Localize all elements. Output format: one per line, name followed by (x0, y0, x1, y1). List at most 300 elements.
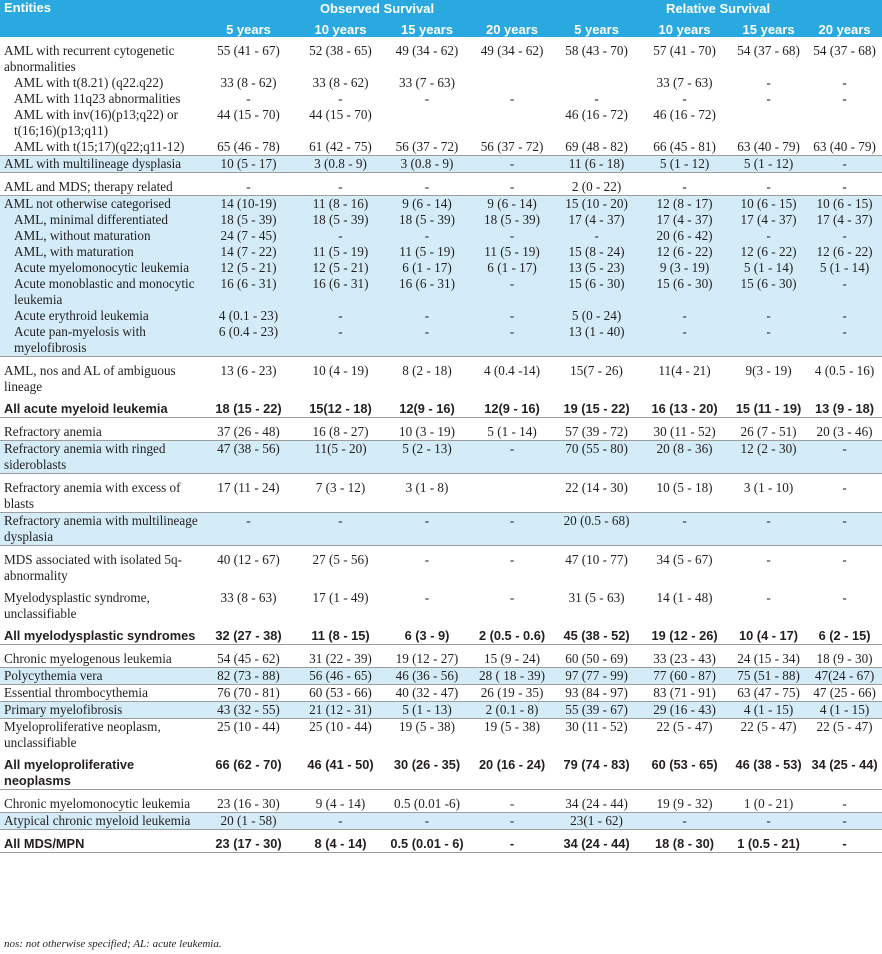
survival-cell: - (470, 276, 554, 308)
survival-cell: - (639, 308, 730, 324)
survival-cell: 19 (5 - 38) (398, 719, 456, 734)
survival-cell: - (470, 156, 554, 173)
survival-cell: - (338, 91, 343, 106)
survival-cell: - (384, 513, 470, 546)
entity-label: Acute pan-myelosis with myelofibrosis (0, 324, 200, 357)
survival-cell: 56 (37 - 72) (384, 139, 470, 156)
entity-label: Chronic myelomonocytic leukemia (0, 790, 200, 813)
survival-cell: 12(9 - 16) (384, 395, 470, 418)
survival-cell (470, 474, 554, 513)
entity-label: Myeloproliferative neoplasm, unclassifiable (4, 719, 161, 750)
survival-cell: 22 (5 - 47) (816, 719, 873, 734)
table-row (0, 751, 882, 790)
survival-cell (807, 107, 882, 139)
table-body (0, 37, 882, 853)
survival-cell: - (639, 813, 730, 830)
entity-label: AML with multilineage dysplasia (0, 156, 200, 173)
survival-cell: 58 (43 - 70) (565, 43, 628, 58)
survival-cell: 3 (0.8 - 9) (297, 156, 384, 173)
entity-label: AML with inv(16)(p13;q22) or t(16;16)(p13;q11) (14, 107, 178, 138)
entity-label: AML with t(8.21) (q22.q22) (14, 75, 164, 90)
survival-cell: 6 (3 - 9) (384, 622, 470, 645)
table-row (0, 276, 882, 308)
survival-cell: 3 (0.8 - 9) (384, 156, 470, 173)
survival-cell: 15 (6 - 30) (554, 276, 639, 308)
survival-cell: 24 (15 - 34) (730, 645, 807, 668)
survival-cell: 2 (0.5 - 0.6) (470, 622, 554, 645)
survival-cell: 24 (7 - 45) (200, 228, 297, 244)
survival-cell: 26 (7 - 51) (730, 418, 807, 441)
table-row (0, 75, 882, 91)
survival-cell: 4 (0.4 -14) (484, 363, 541, 378)
survival-cell: 5 (1 - 14) (730, 260, 807, 276)
survival-cell: - (807, 813, 882, 830)
survival-cell: 14 (1 - 48) (656, 590, 713, 605)
survival-cell: 33 (23 - 43) (639, 645, 730, 668)
entity-label: Myelodysplastic syndrome, unclassifiable (4, 590, 150, 621)
header-relative-5-years: 5 years (554, 16, 639, 37)
survival-cell: 30 (11 - 52) (565, 719, 628, 734)
survival-cell: 17 (1 - 49) (312, 590, 369, 605)
survival-cell: 10 (5 - 18) (639, 474, 730, 513)
header-relative-survival: Relative Survival (554, 0, 882, 16)
survival-cell: - (842, 91, 847, 106)
survival-cell: 10 (4 - 17) (730, 622, 807, 645)
survival-cell: - (470, 308, 554, 324)
survival-cell: - (766, 75, 771, 90)
survival-cell: 46 (16 - 72) (565, 107, 628, 122)
survival-cell: 4 (0.1 - 23) (200, 308, 297, 324)
table-row (0, 228, 882, 244)
survival-cell: - (297, 228, 384, 244)
entity-label: Essential thrombocythemia (0, 685, 200, 702)
survival-cell: - (424, 590, 430, 605)
table-row (0, 324, 882, 357)
survival-cell: 16 (13 - 20) (639, 395, 730, 418)
survival-cell: 75 (51 - 88) (730, 668, 807, 685)
entity-label: Chronic myelogenous leukemia (0, 645, 200, 668)
entity-label: All myeloproliferative neoplasms (0, 751, 200, 790)
survival-cell: 33 (8 - 62) (312, 75, 369, 90)
survival-cell: 57 (41 - 70) (653, 43, 716, 58)
survival-cell: 18 (5 - 39) (470, 212, 554, 228)
survival-cell: 16 (6 - 31) (200, 276, 297, 308)
survival-cell: 33 (8 - 62) (220, 75, 277, 90)
survival-cell: 34 (24 - 44) (554, 790, 639, 813)
survival-cell: 55 (41 - 67) (217, 43, 280, 58)
survival-cell: 14 (10-19) (200, 196, 297, 213)
survival-cell: 13 (9 - 18) (807, 395, 882, 418)
entity-label: Refractory anemia with ringed sideroblasts (0, 441, 200, 474)
survival-cell: 7 (3 - 12) (297, 474, 384, 513)
survival-cell: 11(4 - 21) (658, 363, 711, 378)
survival-cell: 17 (11 - 24) (200, 474, 297, 513)
survival-cell: - (384, 228, 470, 244)
survival-cell: 12 (5 - 21) (200, 260, 297, 276)
survival-cell: 3 (1 - 10) (730, 474, 807, 513)
survival-cell: 15(7 - 26) (570, 363, 623, 378)
survival-cell: - (807, 276, 882, 308)
table-row (0, 139, 882, 156)
entity-label: Refractory anemia with excess of blasts (0, 474, 200, 513)
entity-label: AML, with maturation (0, 244, 200, 260)
survival-cell: - (766, 552, 771, 567)
survival-cell: - (807, 830, 882, 853)
survival-cell: - (842, 75, 847, 90)
survival-cell: 54 (37 - 68) (737, 43, 800, 58)
survival-cell: 93 (84 - 97) (554, 685, 639, 702)
table-row (0, 418, 882, 441)
survival-cell: - (470, 173, 554, 196)
survival-cell: 54 (37 - 68) (813, 43, 876, 58)
survival-cell: 4 (0.5 - 16) (814, 363, 875, 378)
survival-cell: - (297, 173, 384, 196)
survival-cell: - (730, 228, 807, 244)
survival-cell: 10 (3 - 19) (384, 418, 470, 441)
survival-cell: 44 (15 - 70) (217, 107, 280, 122)
survival-cell: 30 (26 - 35) (384, 751, 470, 790)
survival-cell: 19 (12 - 27) (384, 645, 470, 668)
survival-cell: - (730, 173, 807, 196)
survival-cell: 11 (6 - 18) (554, 156, 639, 173)
survival-cell: - (554, 228, 639, 244)
table-header (0, 0, 882, 37)
survival-cell: - (639, 324, 730, 357)
survival-cell: - (384, 813, 470, 830)
survival-cell: 6 (1 - 17) (470, 260, 554, 276)
survival-cell: 52 (38 - 65) (309, 43, 372, 58)
header-observed-survival: Observed Survival (200, 0, 554, 16)
survival-cell: - (424, 91, 430, 106)
survival-cell (470, 107, 554, 139)
survival-cell: 18 (8 - 30) (639, 830, 730, 853)
survival-cell: 10 (6 - 15) (730, 196, 807, 213)
survival-cell: 5 (0 - 24) (554, 308, 639, 324)
survival-cell: 1 (0 - 21) (730, 790, 807, 813)
entity-label: Acute myelomonocytic leukemia (0, 260, 200, 276)
survival-cell: 5 (1 - 12) (639, 156, 730, 173)
table-row (0, 441, 882, 474)
survival-cell: - (766, 590, 771, 605)
survival-cell: 83 (71 - 91) (639, 685, 730, 702)
table-row (0, 474, 882, 513)
survival-cell: 16 (6 - 31) (297, 276, 384, 308)
survival-cell: 18 (15 - 22) (200, 395, 297, 418)
survival-cell: 66 (62 - 70) (200, 751, 297, 790)
survival-cell: - (807, 474, 882, 513)
survival-cell: 20 (3 - 46) (807, 418, 882, 441)
survival-cell: - (470, 813, 554, 830)
survival-cell: 49 (34 - 62) (480, 43, 544, 58)
survival-cell: 56 (46 - 65) (297, 668, 384, 685)
table-row (0, 584, 882, 622)
survival-cell: - (384, 324, 470, 357)
survival-cell: - (509, 91, 515, 106)
survival-cell: 34 (24 - 44) (554, 830, 639, 853)
survival-cell: 12 (5 - 21) (297, 260, 384, 276)
survival-cell: - (200, 513, 297, 546)
survival-cell: 34 (25 - 44) (807, 751, 882, 790)
table-row (0, 395, 882, 418)
survival-cell: 2 (0 - 22) (554, 173, 639, 196)
survival-cell: 9 (6 - 14) (384, 196, 470, 213)
table-row (0, 212, 882, 228)
header-observed-5-years: 5 years (200, 16, 297, 37)
survival-cell: 63 (40 - 79) (807, 139, 882, 156)
survival-cell: 20 (0.5 - 68) (554, 513, 639, 546)
survival-cell: - (807, 156, 882, 173)
table-row (0, 357, 882, 396)
survival-cell: - (639, 173, 730, 196)
survival-cell: 76 (70 - 81) (200, 685, 297, 702)
survival-cell: 25 (10 - 44) (217, 719, 280, 734)
survival-cell: - (766, 91, 771, 106)
survival-cell: 15 (6 - 30) (639, 276, 730, 308)
survival-cell: 22 (5 - 47) (740, 719, 797, 734)
survival-cell: 15 (10 - 20) (554, 196, 639, 213)
survival-cell: 34 (5 - 67) (656, 552, 713, 567)
survival-cell: - (470, 324, 554, 357)
survival-cell: 13 (1 - 40) (554, 324, 639, 357)
survival-cell: - (384, 173, 470, 196)
survival-cell: 11 (8 - 15) (297, 622, 384, 645)
survival-cell: - (470, 830, 554, 853)
table-row (0, 830, 882, 853)
header-relative-10-years: 10 years (639, 16, 730, 37)
entity-label: AML with recurrent cytogenetic abnormalities (4, 43, 175, 74)
survival-cell: 17 (4 - 37) (807, 212, 882, 228)
survival-cell: 33 (8 - 63) (220, 590, 277, 605)
entity-label: All acute myeloid leukemia (0, 395, 200, 418)
survival-cell (470, 75, 554, 91)
entity-label: Acute monoblastic and monocytic leukemia (0, 276, 200, 308)
survival-cell: 69 (48 - 82) (554, 139, 639, 156)
survival-cell: 17 (4 - 37) (639, 212, 730, 228)
entity-label: All myelodysplastic syndromes (0, 622, 200, 645)
entity-label: Polycythemia vera (0, 668, 200, 685)
survival-cell: 55 (39 - 67) (554, 702, 639, 719)
survival-cell: 31 (22 - 39) (297, 645, 384, 668)
survival-cell: 9(3 - 19) (745, 363, 792, 378)
survival-cell: 15 (9 - 24) (470, 645, 554, 668)
survival-cell: 12 (8 - 17) (639, 196, 730, 213)
survival-cell: 18 (5 - 39) (384, 212, 470, 228)
survival-cell: 1 (0.5 - 21) (730, 830, 807, 853)
survival-cell: 12 (6 - 22) (639, 244, 730, 260)
survival-cell: 33 (7 - 63) (656, 75, 713, 90)
survival-cell: 49 (34 - 62) (395, 43, 459, 58)
survival-cell: 9 (6 - 14) (470, 196, 554, 213)
survival-cell: 19 (12 - 26) (639, 622, 730, 645)
survival-cell: - (730, 308, 807, 324)
survival-cell: 26 (19 - 35) (470, 685, 554, 702)
table-row (0, 790, 882, 813)
survival-cell: - (639, 513, 730, 546)
entity-label: AML with 11q23 abnormalities (14, 91, 181, 106)
survival-cell: 6 (2 - 15) (807, 622, 882, 645)
header-entities: Entities (0, 0, 200, 37)
survival-cell: - (730, 813, 807, 830)
survival-cell: 63 (47 - 75) (730, 685, 807, 702)
survival-cell: 19 (5 - 38) (484, 719, 541, 734)
survival-cell: 0.5 (0.01 -6) (384, 790, 470, 813)
survival-cell: 79 (74 - 83) (554, 751, 639, 790)
survival-cell: 28 ( 18 - 39) (470, 668, 554, 685)
survival-cell: 57 (39 - 72) (554, 418, 639, 441)
survival-cell: 15 (6 - 30) (730, 276, 807, 308)
survival-cell: 15 (11 - 19) (730, 395, 807, 418)
survival-cell: 65 (46 - 78) (200, 139, 297, 156)
survival-cell: 63 (40 - 79) (730, 139, 807, 156)
survival-cell: - (470, 228, 554, 244)
survival-cell: 5 (1 - 13) (384, 702, 470, 719)
table-row (0, 685, 882, 702)
survival-cell: 61 (42 - 75) (297, 139, 384, 156)
survival-cell: 0.5 (0.01 - 6) (384, 830, 470, 853)
survival-cell: - (807, 308, 882, 324)
survival-cell: 5 (1 - 12) (730, 156, 807, 173)
survival-cell: 46 (41 - 50) (297, 751, 384, 790)
survival-cell: 18 (5 - 39) (200, 212, 297, 228)
survival-cell: 20 (1 - 58) (200, 813, 297, 830)
survival-cell: - (807, 173, 882, 196)
survival-cell: 10 (6 - 15) (807, 196, 882, 213)
survival-cell: 23 (17 - 30) (200, 830, 297, 853)
survival-cell: 5 (2 - 13) (384, 441, 470, 474)
survival-cell: 13 (5 - 23) (554, 260, 639, 276)
survival-cell: 15(12 - 18) (297, 395, 384, 418)
header-observed-15-years: 15 years (384, 16, 470, 37)
survival-cell: 40 (12 - 67) (217, 552, 280, 567)
entity-label: Atypical chronic myeloid leukemia (0, 813, 200, 830)
survival-cell: 5 (1 - 14) (807, 260, 882, 276)
survival-cell: - (730, 513, 807, 546)
entity-label: MDS associated with isolated 5q- abnormality (4, 552, 183, 583)
entity-label: AML, minimal differentiated (0, 212, 200, 228)
survival-cell: 17 (4 - 37) (554, 212, 639, 228)
survival-cell: - (682, 91, 687, 106)
survival-cell: 21 (12 - 31) (297, 702, 384, 719)
table-row (0, 622, 882, 645)
survival-cell: 4 (1 - 15) (807, 702, 882, 719)
survival-cell: - (730, 324, 807, 357)
survival-cell: 54 (45 - 62) (200, 645, 297, 668)
survival-cell (554, 75, 639, 91)
survival-cell: 11 (8 - 16) (297, 196, 384, 213)
survival-cell: 19 (15 - 22) (554, 395, 639, 418)
entity-label: Primary myelofibrosis (0, 702, 200, 719)
survival-cell: 10 (4 - 19) (312, 363, 369, 378)
entity-label: Acute erythroid leukemia (0, 308, 200, 324)
entity-label: AML with t(15;17)(q22;q11-12) (0, 139, 200, 156)
survival-cell: - (470, 513, 554, 546)
survival-cell: 47 (25 - 66) (807, 685, 882, 702)
header-observed-20-years: 20 years (470, 16, 554, 37)
table-row (0, 513, 882, 546)
survival-cell: 47(24 - 67) (807, 668, 882, 685)
survival-cell: 18 (9 - 30) (807, 645, 882, 668)
header-observed-10-years: 10 years (297, 16, 384, 37)
entity-label: Refractory anemia with multilineage dysplasia (0, 513, 200, 546)
entity-label: AML, nos and AL of ambiguous lineage (4, 363, 176, 394)
table-row (0, 308, 882, 324)
survival-cell: 25 (10 - 44) (309, 719, 372, 734)
survival-cell: 6 (1 - 17) (384, 260, 470, 276)
entity-label: Refractory anemia (0, 418, 200, 441)
entity-label: AML not otherwise categorised (0, 196, 200, 213)
table-row (0, 668, 882, 685)
table-row (0, 645, 882, 668)
survival-cell: 66 (45 - 81) (639, 139, 730, 156)
table-row (0, 173, 882, 196)
survival-cell (730, 107, 807, 139)
table-row (0, 719, 882, 752)
table-row (0, 546, 882, 585)
survival-cell: 47 (38 - 56) (200, 441, 297, 474)
entity-label: All MDS/MPN (0, 830, 200, 853)
survival-cell: - (509, 590, 515, 605)
survival-cell: 30 (11 - 52) (639, 418, 730, 441)
survival-cell: 60 (53 - 66) (297, 685, 384, 702)
survival-cell: - (297, 813, 384, 830)
survival-cell: 12 (6 - 22) (807, 244, 882, 260)
survival-cell: 23 (16 - 30) (200, 790, 297, 813)
survival-cell: 9 (3 - 19) (639, 260, 730, 276)
survival-cell: 43 (32 - 55) (200, 702, 297, 719)
survival-cell: - (509, 552, 515, 567)
survival-cell: - (842, 590, 847, 605)
survival-cell: 60 (50 - 69) (554, 645, 639, 668)
survival-cell: 19 (9 - 32) (639, 790, 730, 813)
survival-cell: 33 (7 - 63) (398, 75, 456, 90)
survival-cell: 18 (5 - 39) (297, 212, 384, 228)
survival-cell (384, 107, 470, 139)
entity-label: AML and MDS; therapy related (0, 173, 200, 196)
survival-cell: 46 (36 - 56) (384, 668, 470, 685)
survival-cell: 82 (73 - 88) (200, 668, 297, 685)
survival-cell: 16 (8 - 27) (297, 418, 384, 441)
survival-cell: 2 (0.1 - 8) (470, 702, 554, 719)
survival-cell: - (297, 308, 384, 324)
survival-cell: 77 (60 - 87) (639, 668, 730, 685)
header-relative-15-years: 15 years (730, 16, 807, 37)
survival-cell: - (807, 441, 882, 474)
table-row (0, 156, 882, 173)
survival-cell: - (470, 441, 554, 474)
survival-cell: 3 (1 - 8) (384, 474, 470, 513)
survival-cell: 17 (4 - 37) (730, 212, 807, 228)
survival-cell: 4 (1 - 15) (730, 702, 807, 719)
survival-cell: - (384, 308, 470, 324)
survival-cell: - (807, 513, 882, 546)
survival-cell: 46 (38 - 53) (730, 751, 807, 790)
survival-cell: 40 (32 - 47) (384, 685, 470, 702)
table-row (0, 244, 882, 260)
entity-label: AML, without maturation (0, 228, 200, 244)
survival-cell: 32 (27 - 38) (200, 622, 297, 645)
table-row (0, 37, 882, 75)
survival-cell: 22 (14 - 30) (554, 474, 639, 513)
table-row (0, 813, 882, 830)
survival-cell: - (807, 228, 882, 244)
survival-cell: 8 (4 - 14) (297, 830, 384, 853)
survival-cell: 5 (1 - 14) (470, 418, 554, 441)
survival-cell: - (470, 790, 554, 813)
survival-cell: 70 (55 - 80) (554, 441, 639, 474)
survival-cell: 12 (6 - 22) (730, 244, 807, 260)
survival-cell: 11 (5 - 19) (297, 244, 384, 260)
survival-cell: 46 (16 - 72) (653, 107, 716, 122)
